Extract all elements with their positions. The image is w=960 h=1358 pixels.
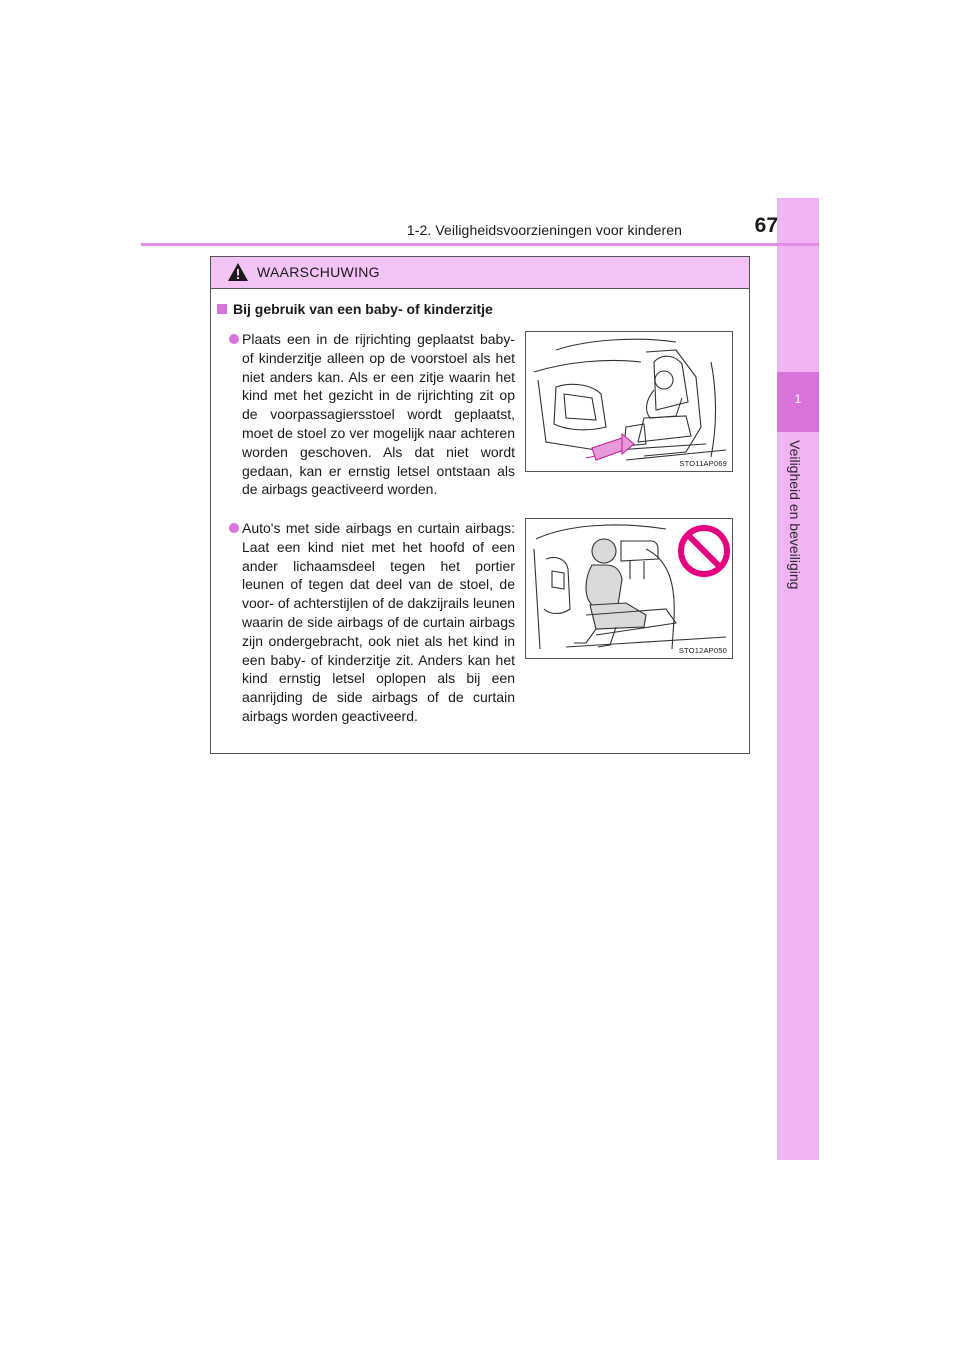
bullet-dot-icon bbox=[229, 334, 239, 344]
warning-box bbox=[210, 256, 750, 754]
bullet-square-icon bbox=[217, 304, 227, 314]
figure-child-leaning-door bbox=[525, 518, 733, 659]
child-seat-illustration bbox=[526, 332, 732, 471]
figure-code: STO12AP050 bbox=[678, 646, 727, 655]
child-leaning-illustration bbox=[526, 519, 732, 658]
bullet-item bbox=[229, 330, 515, 499]
chapter-number: 1 bbox=[794, 392, 802, 406]
section-title: 1-2. Veiligheidsvoorzieningen voor kinderen bbox=[406, 222, 682, 238]
page-number: 67 bbox=[754, 214, 778, 237]
section-heading-text: Bij gebruik van een baby- of kinderzitje bbox=[233, 301, 493, 317]
bullet-text: Plaats een in de rijrichting geplaatst baby- of kinderzitje alleen op de voorstoel als het niet anders kan. Als er een zitje waarin het kind met het gezicht in de rijrichting zit op de voorpassagiersstoel wordt geplaatst, moet de stoel zo ver mogelijk naar achteren worden geschoven. Als dat niet wordt gedaan, kan er ernstig letsel ontstaan als de airbags geactiveerd worden. bbox=[242, 331, 515, 498]
chapter-title: Veiligheid en beveiliging bbox=[787, 440, 803, 590]
figure-code: STO11AP069 bbox=[679, 459, 727, 468]
arrow-icon bbox=[592, 438, 624, 460]
bullet-item bbox=[229, 519, 515, 726]
bullet-dot-icon bbox=[229, 523, 239, 533]
warning-header bbox=[211, 257, 749, 289]
side-tab bbox=[777, 198, 819, 1160]
section-heading bbox=[217, 301, 493, 317]
warning-triangle-icon bbox=[227, 262, 249, 282]
header-rule bbox=[141, 243, 819, 246]
figure-child-seat-front bbox=[525, 331, 733, 472]
warning-title: WAARSCHUWING bbox=[257, 264, 380, 280]
bullet-text: Auto's met side airbags en curtain airbags: Laat een kind niet met het hoofd of een ander lichaamsdeel tegen het portier leunen of tegen dat deel van de stoel, de voor- of achterstijlen of de dakzijrails leunen waarin de side airbags of de curtain airbags zijn ondergebracht, ook niet als het kind in een baby- of kinderzitje zit. Anders kan het kind ernstig letsel oplopen als bij een aanrijding de side airbags of de curtain airbags worden geactiveerd. bbox=[242, 520, 515, 724]
